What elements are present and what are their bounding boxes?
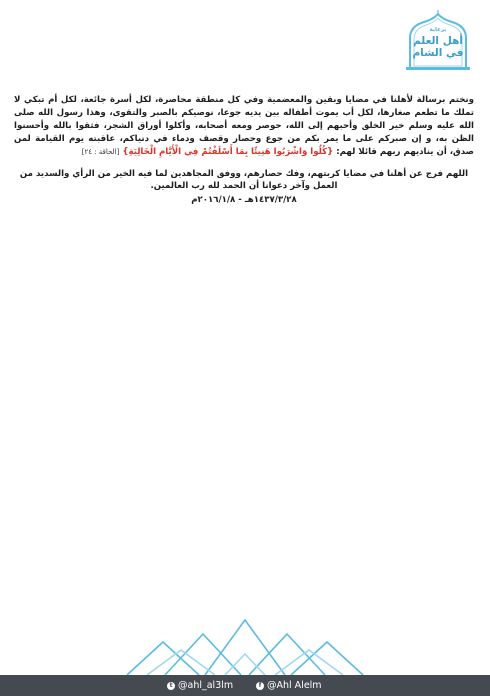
facebook-icon: f: [256, 682, 264, 690]
facebook-handle: @Ahl Alelm: [267, 680, 322, 691]
logo-line2: في الشام: [412, 47, 464, 59]
footer-bar: [0, 675, 490, 696]
twitter-link[interactable]: [167, 678, 233, 693]
paragraph-prayer: اللهم فرج عن أهلنا في مضايا كربتهم، وفك حصارهم، ووفق المجاهدين لما فيه الخير من الرأي والسديد من العمل وآخر دعوانا أن الحمد لله رب العالمين.: [19, 168, 469, 192]
paragraph-message-text: ونختم برسالة لأهلنا في مضايا وبقين والمعضمية وفي كل منطقة محاصرة، لكل أسرة جائعة، لكل أم تبكي لا تملك ما تطعم صغارها، لكل أب يموت أطفاله بين يديه جوعا، نوصيكم بالصبر والتقوى، وهذا رسول الله صلى الله عليه وسلم خير الخلق وأحبهم إلى الله، حوصر ومعه أصحابه، وأكلوا أوراق الشجر، فثقوا بالله وأحسنوا الظن به، و إن صبركم على ما يمر بكم من جوع وحصار وقصف ودماء في دنياكم، عاقبته يوم القيامة لمن صدق، أن يناديهم ربهم قائلا لهم:: [14, 95, 474, 157]
twitter-handle: @ahl_al3lm: [178, 680, 234, 691]
quran-quote: {كُلُوا وَاشْرَبُوا هَنِيئًا بِمَا أَسْلَفْتُمْ فِي الْأَيَّامِ الْخَالِيَةِ}: [122, 146, 334, 157]
logo: [404, 8, 472, 74]
statement-body: [14, 94, 474, 206]
mountains-decoration-icon: [125, 616, 365, 676]
paragraph-message: [14, 94, 474, 159]
logo-line1: أهل العلم: [413, 35, 463, 47]
twitter-icon: t: [167, 682, 175, 690]
quran-reference: [الحاقة : ٢٤]: [81, 147, 120, 156]
facebook-link[interactable]: [256, 678, 322, 693]
statement-date: ١٤٣٧/٣/٢٨هـ - ٢٠١٦/١/٨م: [191, 194, 297, 205]
logo-top-text: برعاية: [429, 27, 447, 33]
